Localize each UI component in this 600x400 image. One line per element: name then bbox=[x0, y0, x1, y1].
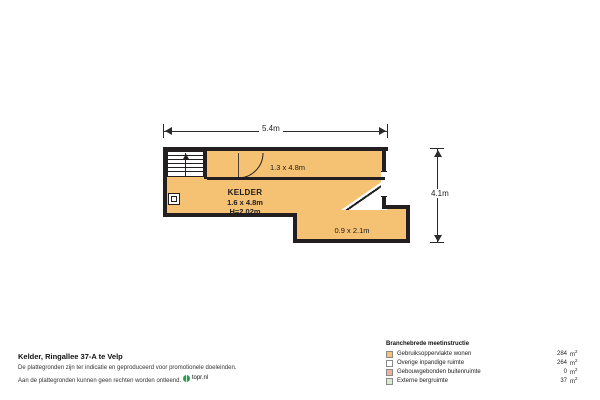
legend-value: 264 bbox=[556, 359, 567, 366]
wall-right-upper bbox=[382, 147, 386, 171]
wall-annex-right bbox=[406, 205, 410, 243]
legend-row bbox=[386, 368, 586, 377]
disclaimer-line-2: Aan de plattegronden kunnen geen rechten worden ontleend. bbox=[18, 377, 182, 384]
label-lower-annex: 0.9 x 2.1m bbox=[334, 226, 370, 235]
legend-label: Gebouwgebonden buitenruimte bbox=[397, 368, 481, 375]
legend-unit: $m^2$ bbox=[570, 376, 578, 386]
globe-icon bbox=[183, 375, 190, 382]
legend-swatch bbox=[386, 360, 393, 367]
wall-annex-top bbox=[382, 205, 410, 209]
legend-unit: $m^2$ bbox=[570, 367, 578, 377]
legend-label: Externe bergruimte bbox=[397, 377, 449, 384]
window-right bbox=[381, 171, 387, 197]
legend-row bbox=[386, 377, 586, 386]
footer-block bbox=[18, 352, 348, 386]
right-dimension-label: 4.1m bbox=[428, 189, 452, 198]
wall-right-lower bbox=[382, 197, 386, 209]
legend-row bbox=[386, 359, 586, 368]
legend-value: 284 bbox=[556, 350, 567, 357]
label-kelder-height: H=2.02m bbox=[229, 207, 261, 216]
legend-swatch bbox=[386, 378, 393, 385]
legend-label: Gebruiksoppervlakte wonen bbox=[397, 350, 472, 357]
meter-box-icon bbox=[168, 193, 180, 205]
legend-swatch bbox=[386, 351, 393, 358]
wall-annex-bottom bbox=[293, 239, 410, 243]
plan-title: Kelder, Ringallee 37-A te Velp bbox=[18, 352, 123, 362]
legend-row bbox=[386, 350, 586, 359]
legend-unit: $m^2$ bbox=[570, 358, 578, 368]
label-upper-space: 1.3 x 4.8m bbox=[270, 163, 306, 172]
wall-stair-partition bbox=[204, 147, 207, 179]
staircase bbox=[167, 151, 204, 177]
legend-label: Overige inpandige ruimte bbox=[397, 359, 465, 366]
brand-label: topr.nl bbox=[191, 374, 209, 381]
legend-swatch bbox=[386, 369, 393, 376]
legend-title: Branchebrede meetinstructie bbox=[386, 341, 470, 347]
disclaimer-line-2-wrap bbox=[18, 374, 348, 386]
door-swing bbox=[238, 153, 268, 179]
top-dimension-label: 5.4m bbox=[259, 124, 283, 133]
label-kelder-title: KELDER bbox=[227, 188, 263, 197]
legend-value: 37 bbox=[560, 377, 567, 384]
disclaimer-line-1: De plattegronden zijn ter indicatie en geproduceerd voor promotionele doeleinden. bbox=[18, 365, 237, 372]
legend-unit: $m^2$ bbox=[570, 349, 578, 359]
brand-logo bbox=[183, 374, 208, 383]
wall-kelder-divider bbox=[207, 177, 385, 180]
legend-block bbox=[386, 341, 586, 386]
label-kelder-dims: 1.6 x 4.8m bbox=[227, 198, 263, 207]
legend-value: 0 bbox=[563, 368, 567, 375]
